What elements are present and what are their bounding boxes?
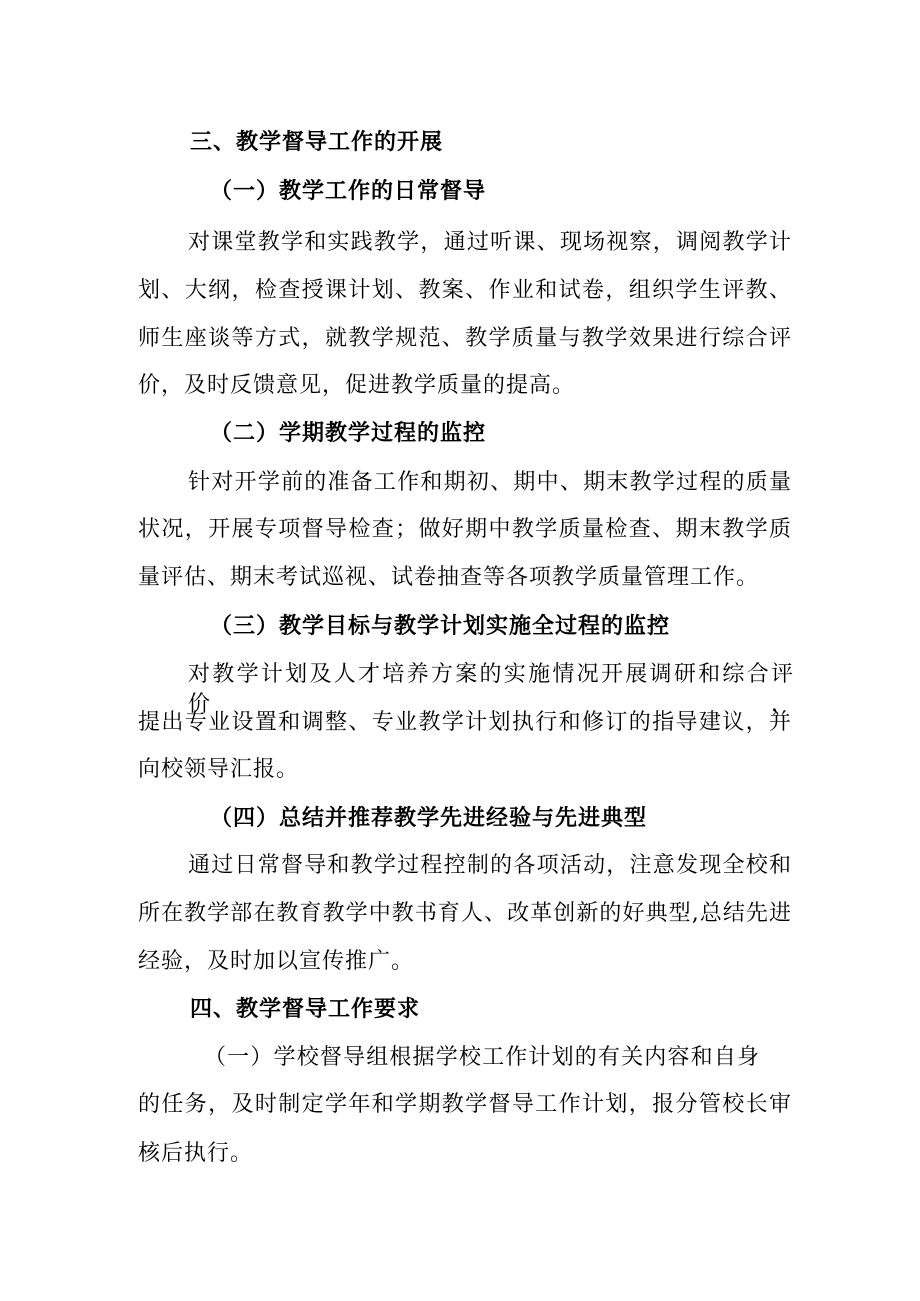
- paragraph-line: 经验，及时加以宣传推广。: [138, 949, 415, 974]
- subsection-2-heading: （二）学期教学过程的监控: [210, 421, 487, 446]
- paragraph-line: 价，及时反馈意见，促进教学质量的提高。: [138, 373, 576, 398]
- paragraph-line: 量评估、期末考试巡视、试卷抽查等各项教学质量管理工作。: [138, 565, 760, 590]
- paragraph-line: （一）学校督导组根据学校工作计划的有关内容和自身: [204, 1045, 760, 1070]
- subsection-4-heading: （四）总结并推荐教学先进经验与先进典型: [210, 806, 648, 831]
- paragraph-line: 针对开学前的准备工作和期初、期中、期末教学过程的质量: [188, 470, 792, 495]
- paragraph-line: 状况，开展专项督导检查；做好期中教学质量检查、期末教学质: [138, 517, 792, 542]
- paragraph-line: 提出专业设置和调整、专业教学计划执行和修订的指导建议，并: [138, 710, 792, 735]
- subsection-3-heading: （三）教学目标与教学计划实施全过程的监控: [210, 614, 671, 639]
- section-3-heading: 三、教学督导工作的开展: [190, 130, 444, 155]
- section-4-heading: 四、教学督导工作要求: [190, 997, 421, 1022]
- paragraph-line: 核后执行。: [138, 1141, 254, 1166]
- paragraph-line: 的任务，及时制定学年和学期教学督导工作计划，报分管校长审: [138, 1092, 792, 1117]
- paragraph-line: 所在教学部在教育教学中教书育人、改革创新的好典型,总结先进: [138, 901, 792, 926]
- paragraph-line: 划、大纲，检查授课计划、教案、作业和试卷，组织学生评教、: [138, 278, 792, 303]
- paragraph-line: 通过日常督导和教学过程控制的各项活动，注意发现全校和: [188, 853, 792, 878]
- subsection-1-heading: （一）教学工作的日常督导: [210, 179, 487, 204]
- paragraph-line: 对课堂教学和实践教学，通过听课、现场视察，调阅教学计: [188, 230, 792, 255]
- paragraph-line: 向校领导汇报。: [138, 757, 300, 782]
- paragraph-line: 师生座谈等方式，就教学规范、教学质量与教学效果进行综合评: [138, 326, 792, 351]
- paragraph-line: 对教学计划及人才培养方案的实施情况开展调研和综合评价，: [188, 662, 794, 717]
